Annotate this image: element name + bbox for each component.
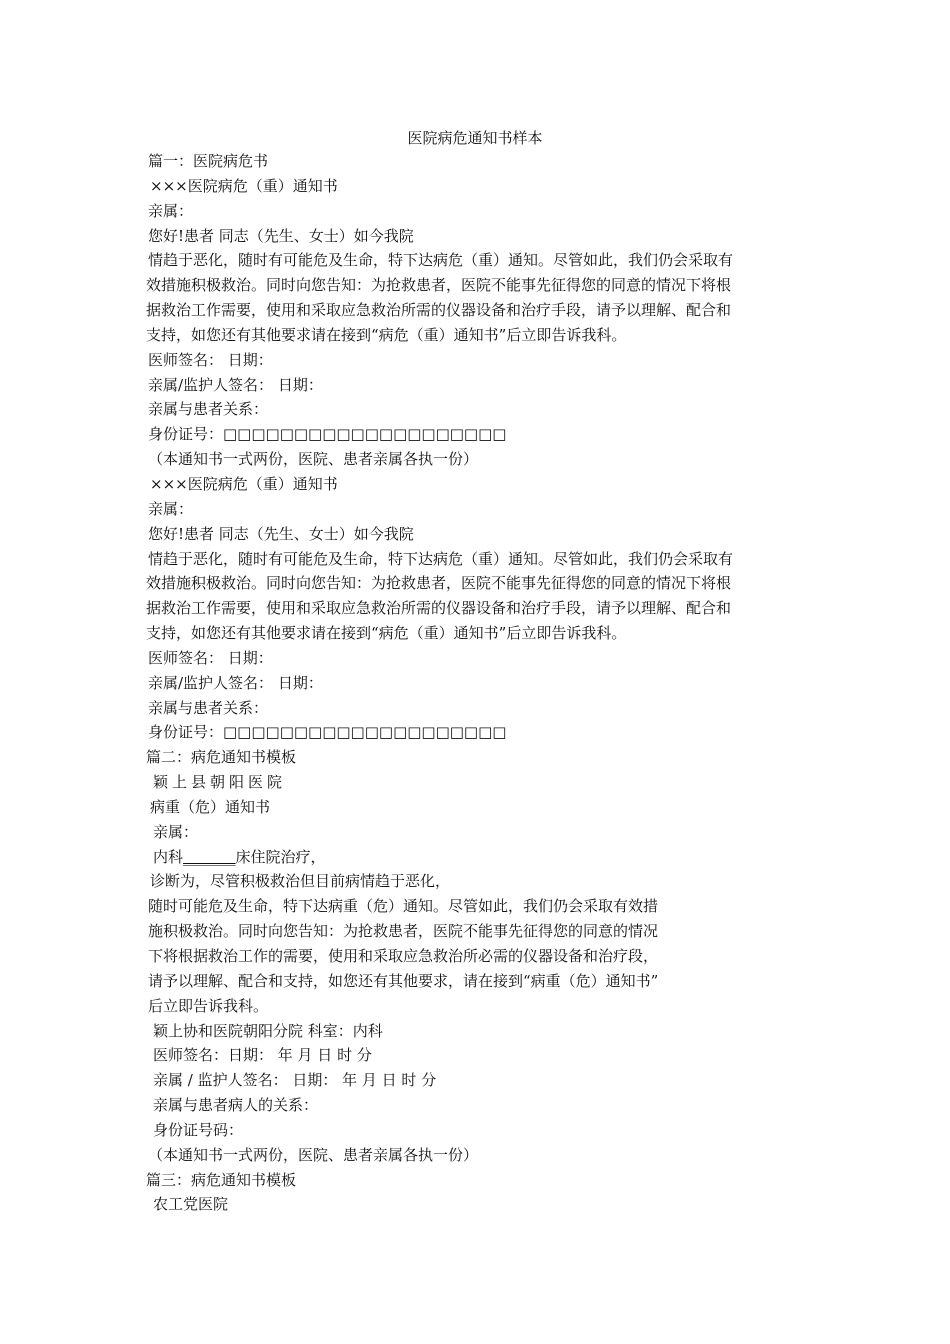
section1-para-line: 据救治工作需要，使用和采取应急救治所需的仪器设备和治疗手段，请予以理解、配合和: [146, 301, 732, 320]
section2-id-number: 身份证号码：: [153, 1120, 244, 1139]
section2-para-line: 施积极救治。同时向您告知：为抢救患者，医院不能事先征得您的同意的情况: [148, 922, 659, 941]
section1-relation-2: 亲属与患者关系：: [148, 698, 269, 717]
document-body: [0, 149, 950, 1217]
section2-para-line: 随时可能危及生命，特下达病重（危）通知。尽管如此，我们仍会采取有效措: [148, 897, 659, 916]
section2-para-line: 请予以理解、配合和支持，如您还有其他要求，请在接到“病重（危）通知书”: [148, 971, 659, 990]
section2-dept-prefix: 内科: [153, 847, 184, 866]
section1-para2-line: 情趋于恶化，随时有可能危及生命，特下达病危（重）通知。尽管如此，我们仍会采取有: [148, 549, 734, 568]
section1-relation: 亲属与患者关系：: [148, 400, 269, 419]
section1-para2-line: 据救治工作需要，使用和采取应急救治所需的仪器设备和治疗手段，请予以理解、配合和: [146, 599, 732, 618]
section1-doctor-sign: 医师签名： 日期：: [148, 350, 273, 369]
section2-department-line: [0, 845, 950, 870]
section1-id-number-2: 身份证号：□□□□□□□□□□□□□□□□□□□□: [148, 723, 507, 742]
section2-relatives: 亲属：: [153, 822, 199, 841]
section1-copies-note: （本通知书一式两份，医院、患者亲属各执一份）: [148, 450, 479, 469]
section1-relatives: 亲属：: [148, 201, 194, 220]
section2-hospital: 颖上县朝阳医院: [153, 773, 287, 792]
section2-hospital-dept: 颖上协和医院朝阳分院 科室：内科: [153, 1021, 383, 1040]
section1-doctor-sign-2: 医师签名： 日期：: [148, 648, 273, 667]
section1-para-line: 效措施积极救治。同时向您告知：为抢救患者，医院不能事先征得您的同意的情况下将根: [146, 276, 732, 295]
section3-heading: 篇三：病危通知书模板: [146, 1170, 297, 1189]
section3-hospital: 农工党医院: [153, 1195, 229, 1214]
section1-para2-line: 支持，如您还有其他要求请在接到“病危（重）通知书”后立即告诉我科。: [146, 624, 627, 643]
section2-relation: 亲属与患者病人的关系：: [153, 1096, 319, 1115]
section1-heading: 篇一：医院病危书: [148, 152, 269, 170]
section1-greeting-2: 您好!患者 同志（先生、女士）如今我院: [148, 524, 414, 543]
section2-copies-note: （本通知书一式两份，医院、患者亲属各执一份）: [148, 1145, 479, 1164]
section2-notice-title: 病重（危）通知书: [150, 797, 271, 816]
section2-guardian-sign: 亲属 / 监护人签名： 日期： 年 月 日 时 分: [153, 1071, 437, 1090]
document-title: 医院病危通知书样本: [407, 129, 543, 147]
section2-dept-suffix: 床住院治疗，: [235, 847, 326, 866]
section2-para-line: 后立即告诉我科。: [148, 996, 269, 1015]
section1-guardian-sign: 亲属/监护人签名： 日期：: [148, 375, 323, 394]
section1-relatives-2: 亲属：: [148, 499, 194, 518]
section2-doctor-sign: 医师签名：日期： 年 月 日 时 分: [153, 1046, 372, 1065]
section2-heading: 篇二：病危通知书模板: [146, 748, 297, 767]
section1-id-number: 身份证号：□□□□□□□□□□□□□□□□□□□□: [148, 425, 507, 444]
section2-diagnosis: 诊断为，尽管积极救治但目前病情趋于恶化，: [150, 872, 451, 891]
section1-guardian-sign-2: 亲属/监护人签名： 日期：: [148, 673, 323, 692]
section1-para-line: 支持，如您还有其他要求请在接到“病危（重）通知书”后立即告诉我科。: [146, 325, 627, 344]
section1-notice-title: ×××医院病危（重）通知书: [150, 176, 338, 195]
section1-para-line: 情趋于恶化，随时有可能危及生命，特下达病危（重）通知。尽管如此，我们仍会采取有: [148, 251, 734, 270]
section2-para-line: 下将根据救治工作的需要，使用和采取应急救治所必需的仪器设备和治疗段，: [148, 947, 659, 965]
section1-greeting: 您好!患者 同志（先生、女士）如今我院: [148, 226, 414, 245]
section1-notice-title-2: ×××医院病危（重）通知书: [150, 474, 338, 493]
section1-para2-line: 效措施积极救治。同时向您告知：为抢救患者，医院不能事先征得您的同意的情况下将根: [146, 574, 732, 593]
section2-dept-blank: _______: [183, 847, 236, 866]
